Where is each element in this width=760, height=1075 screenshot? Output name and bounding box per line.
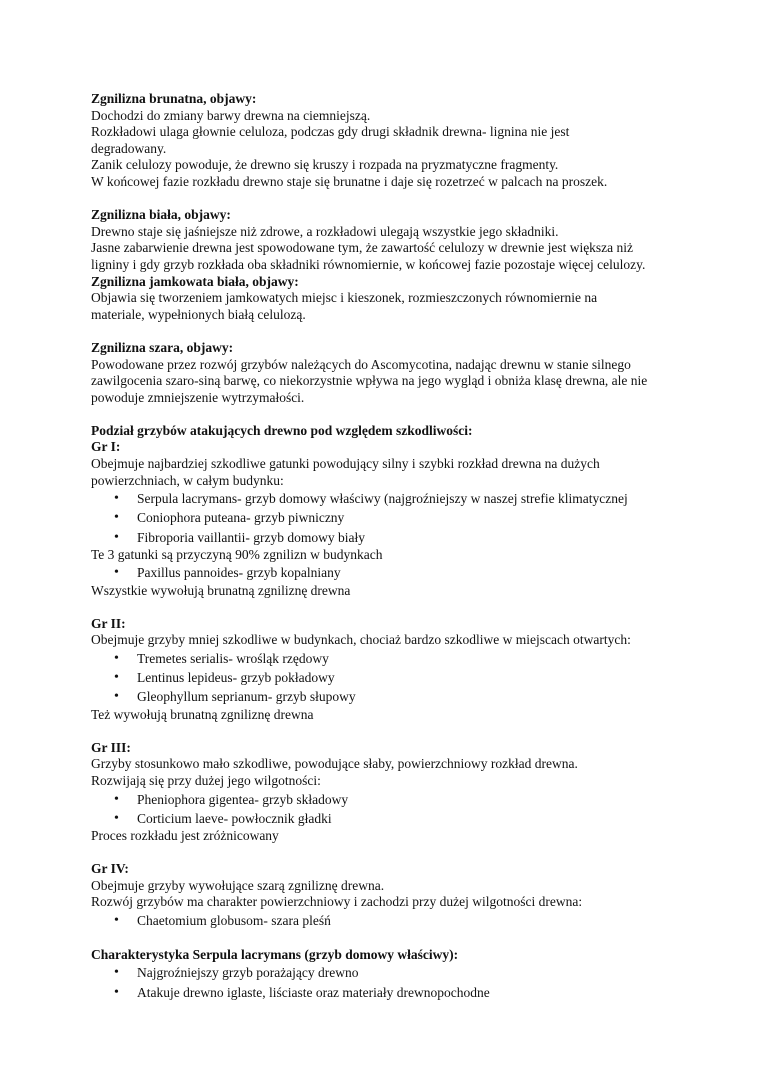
bullet-list bbox=[91, 963, 681, 1001]
section-serpula bbox=[91, 947, 681, 1002]
list-item: • Tremetes serialis- wrośląk rzędowy bbox=[91, 649, 681, 668]
group-label: Gr III: bbox=[91, 739, 131, 755]
paragraph-line: Rozkładowi ulaga głownie celuloza, podczas gdy drugi składnik drewna- lignina nie jest bbox=[91, 124, 570, 140]
section-heading: Podział grzybów atakujących drewno pod względem szkodliwości: bbox=[91, 422, 473, 438]
paragraph-line: Drewno staje się jaśniejsze niż zdrowe, a rozkładowi ulegają wszystkie jego składniki. bbox=[91, 223, 559, 239]
paragraph-line: Proces rozkładu jest zróżnicowany bbox=[91, 828, 279, 844]
list-item: • Chaetomium globusom- szara pleśń bbox=[91, 911, 681, 930]
paragraph-line: Dochodzi do zmiany barwy drewna na ciemniejszą. bbox=[91, 107, 371, 123]
list-item: • Coniophora puteana- grzyb piwniczny bbox=[91, 508, 681, 527]
paragraph-line: Objawia się tworzeniem jamkowatych miejsc i kieszonek, rozmieszczonych równomiernie na bbox=[91, 290, 598, 306]
paragraph-line: Powodowane przez rozwój grzybów należących do Ascomycotina, nadając drewnu w stanie silnego bbox=[91, 356, 631, 372]
group-label: Gr I: bbox=[91, 439, 121, 455]
section-heading: Zgnilizna brunatna, objawy: bbox=[91, 91, 257, 106]
paragraph-line: powierzchniach, w całym budynku: bbox=[91, 472, 284, 488]
paragraph-line: Obejmuje grzyby wywołujące szarą zgniliznę drewna. bbox=[91, 877, 385, 893]
paragraph-line: ligniny i gdy grzyb rozkłada oba składniki równomiernie, w końcowej fazie pozostaje więcej celulozy. bbox=[91, 256, 646, 272]
spacer bbox=[91, 930, 681, 947]
paragraph-line: Obejmuje najbardziej szkodliwe gatunki powodujący silny i szybki rozkład drewna na dużych bbox=[91, 456, 600, 472]
list-item: • Corticium laeve- powłocznik gładki bbox=[91, 809, 681, 828]
spacer bbox=[91, 323, 681, 340]
list-item: • Gleophyllum seprianum- grzyb słupowy bbox=[91, 687, 681, 706]
section-grey-rot bbox=[91, 340, 681, 406]
paragraph-line: zawilgocenia szaro-siną barwę, co niekorzystnie wpływa na jego wygląd i obniża klasę drewna, ale nie bbox=[91, 373, 648, 389]
section-brown-rot bbox=[91, 91, 681, 191]
bullet-list bbox=[91, 911, 681, 930]
paragraph-line: W końcowej fazie rozkładu drewno staje się brunatne i daje się rozetrzeć w palcach na proszek. bbox=[91, 173, 608, 189]
section-heading: Zgnilizna szara, objawy: bbox=[91, 339, 234, 355]
list-item: • Atakuje drewno iglaste, liściaste oraz materiały drewnopochodne bbox=[91, 983, 681, 1002]
group-4 bbox=[91, 861, 681, 930]
paragraph-line: Rozwijają się przy dużej jego wilgotności: bbox=[91, 773, 321, 789]
list-item: • Lentinus lepideus- grzyb pokładowy bbox=[91, 668, 681, 687]
paragraph-line: Zanik celulozy powoduje, że drewno się kruszy i rozpada na pryzmatyczne fragmenty. bbox=[91, 157, 559, 173]
document-page bbox=[91, 91, 681, 1002]
list-item: • Najgroźniejszy grzyb porażający drewno bbox=[91, 963, 681, 982]
group-2 bbox=[91, 616, 681, 723]
spacer bbox=[91, 191, 681, 208]
paragraph-line: powoduje zmniejszenie wytrzymałości. bbox=[91, 389, 305, 405]
paragraph-line: Te 3 gatunki są przyczyną 90% zgnilizn w budynkach bbox=[91, 546, 383, 562]
group-label: Gr II: bbox=[91, 615, 126, 631]
paragraph-line: Jasne zabarwienie drewna jest spowodowane tym, że zawartość celulozy w drewnie jest większa niż bbox=[91, 240, 634, 256]
paragraph-line: Wszystkie wywołują brunatną zgniliznę drewna bbox=[91, 582, 351, 598]
bullet-list bbox=[91, 563, 681, 582]
bullet-list bbox=[91, 649, 681, 707]
list-item: • Fibroporia vaillantii- grzyb domowy biały bbox=[91, 528, 681, 547]
section-heading: Zgnilizna jamkowata biała, objawy: bbox=[91, 273, 299, 289]
spacer bbox=[91, 599, 681, 616]
spacer bbox=[91, 406, 681, 423]
list-item: • Paxillus pannoides- grzyb kopalniany bbox=[91, 563, 681, 582]
paragraph-line: Grzyby stosunkowo mało szkodliwe, powodujące słaby, powierzchniowy rozkład drewna. bbox=[91, 756, 578, 772]
paragraph-line: materiale, wypełnionych białą celulozą. bbox=[91, 306, 306, 322]
section-classification bbox=[91, 423, 681, 930]
paragraph-line: degradowany. bbox=[91, 140, 167, 156]
list-item: • Pheniophora gigentea- grzyb składowy bbox=[91, 790, 681, 809]
group-1 bbox=[91, 439, 681, 599]
section-heading: Zgnilizna biała, objawy: bbox=[91, 207, 231, 223]
paragraph-line: Rozwój grzybów ma charakter powierzchniowy i zachodzi przy dużej wilgotności drewna: bbox=[91, 894, 583, 910]
paragraph-line: Też wywołują brunatną zgniliznę drewna bbox=[91, 706, 314, 722]
section-white-rot bbox=[91, 207, 681, 273]
spacer bbox=[91, 723, 681, 740]
paragraph-line: Obejmuje grzyby mniej szkodliwe w budynkach, chociaż bardzo szkodliwe w miejscach otwartych: bbox=[91, 632, 631, 648]
list-item: • Serpula lacrymans- grzyb domowy właściwy (najgroźniejszy w naszej strefie klimatycznej bbox=[91, 489, 681, 508]
bullet-list bbox=[91, 790, 681, 828]
section-heading: Charakterystyka Serpula lacrymans (grzyb domowy właściwy): bbox=[91, 946, 459, 962]
group-3 bbox=[91, 740, 681, 845]
group-label: Gr IV: bbox=[91, 861, 129, 877]
spacer bbox=[91, 845, 681, 862]
section-pocket-rot bbox=[91, 274, 681, 324]
bullet-list bbox=[91, 489, 681, 547]
